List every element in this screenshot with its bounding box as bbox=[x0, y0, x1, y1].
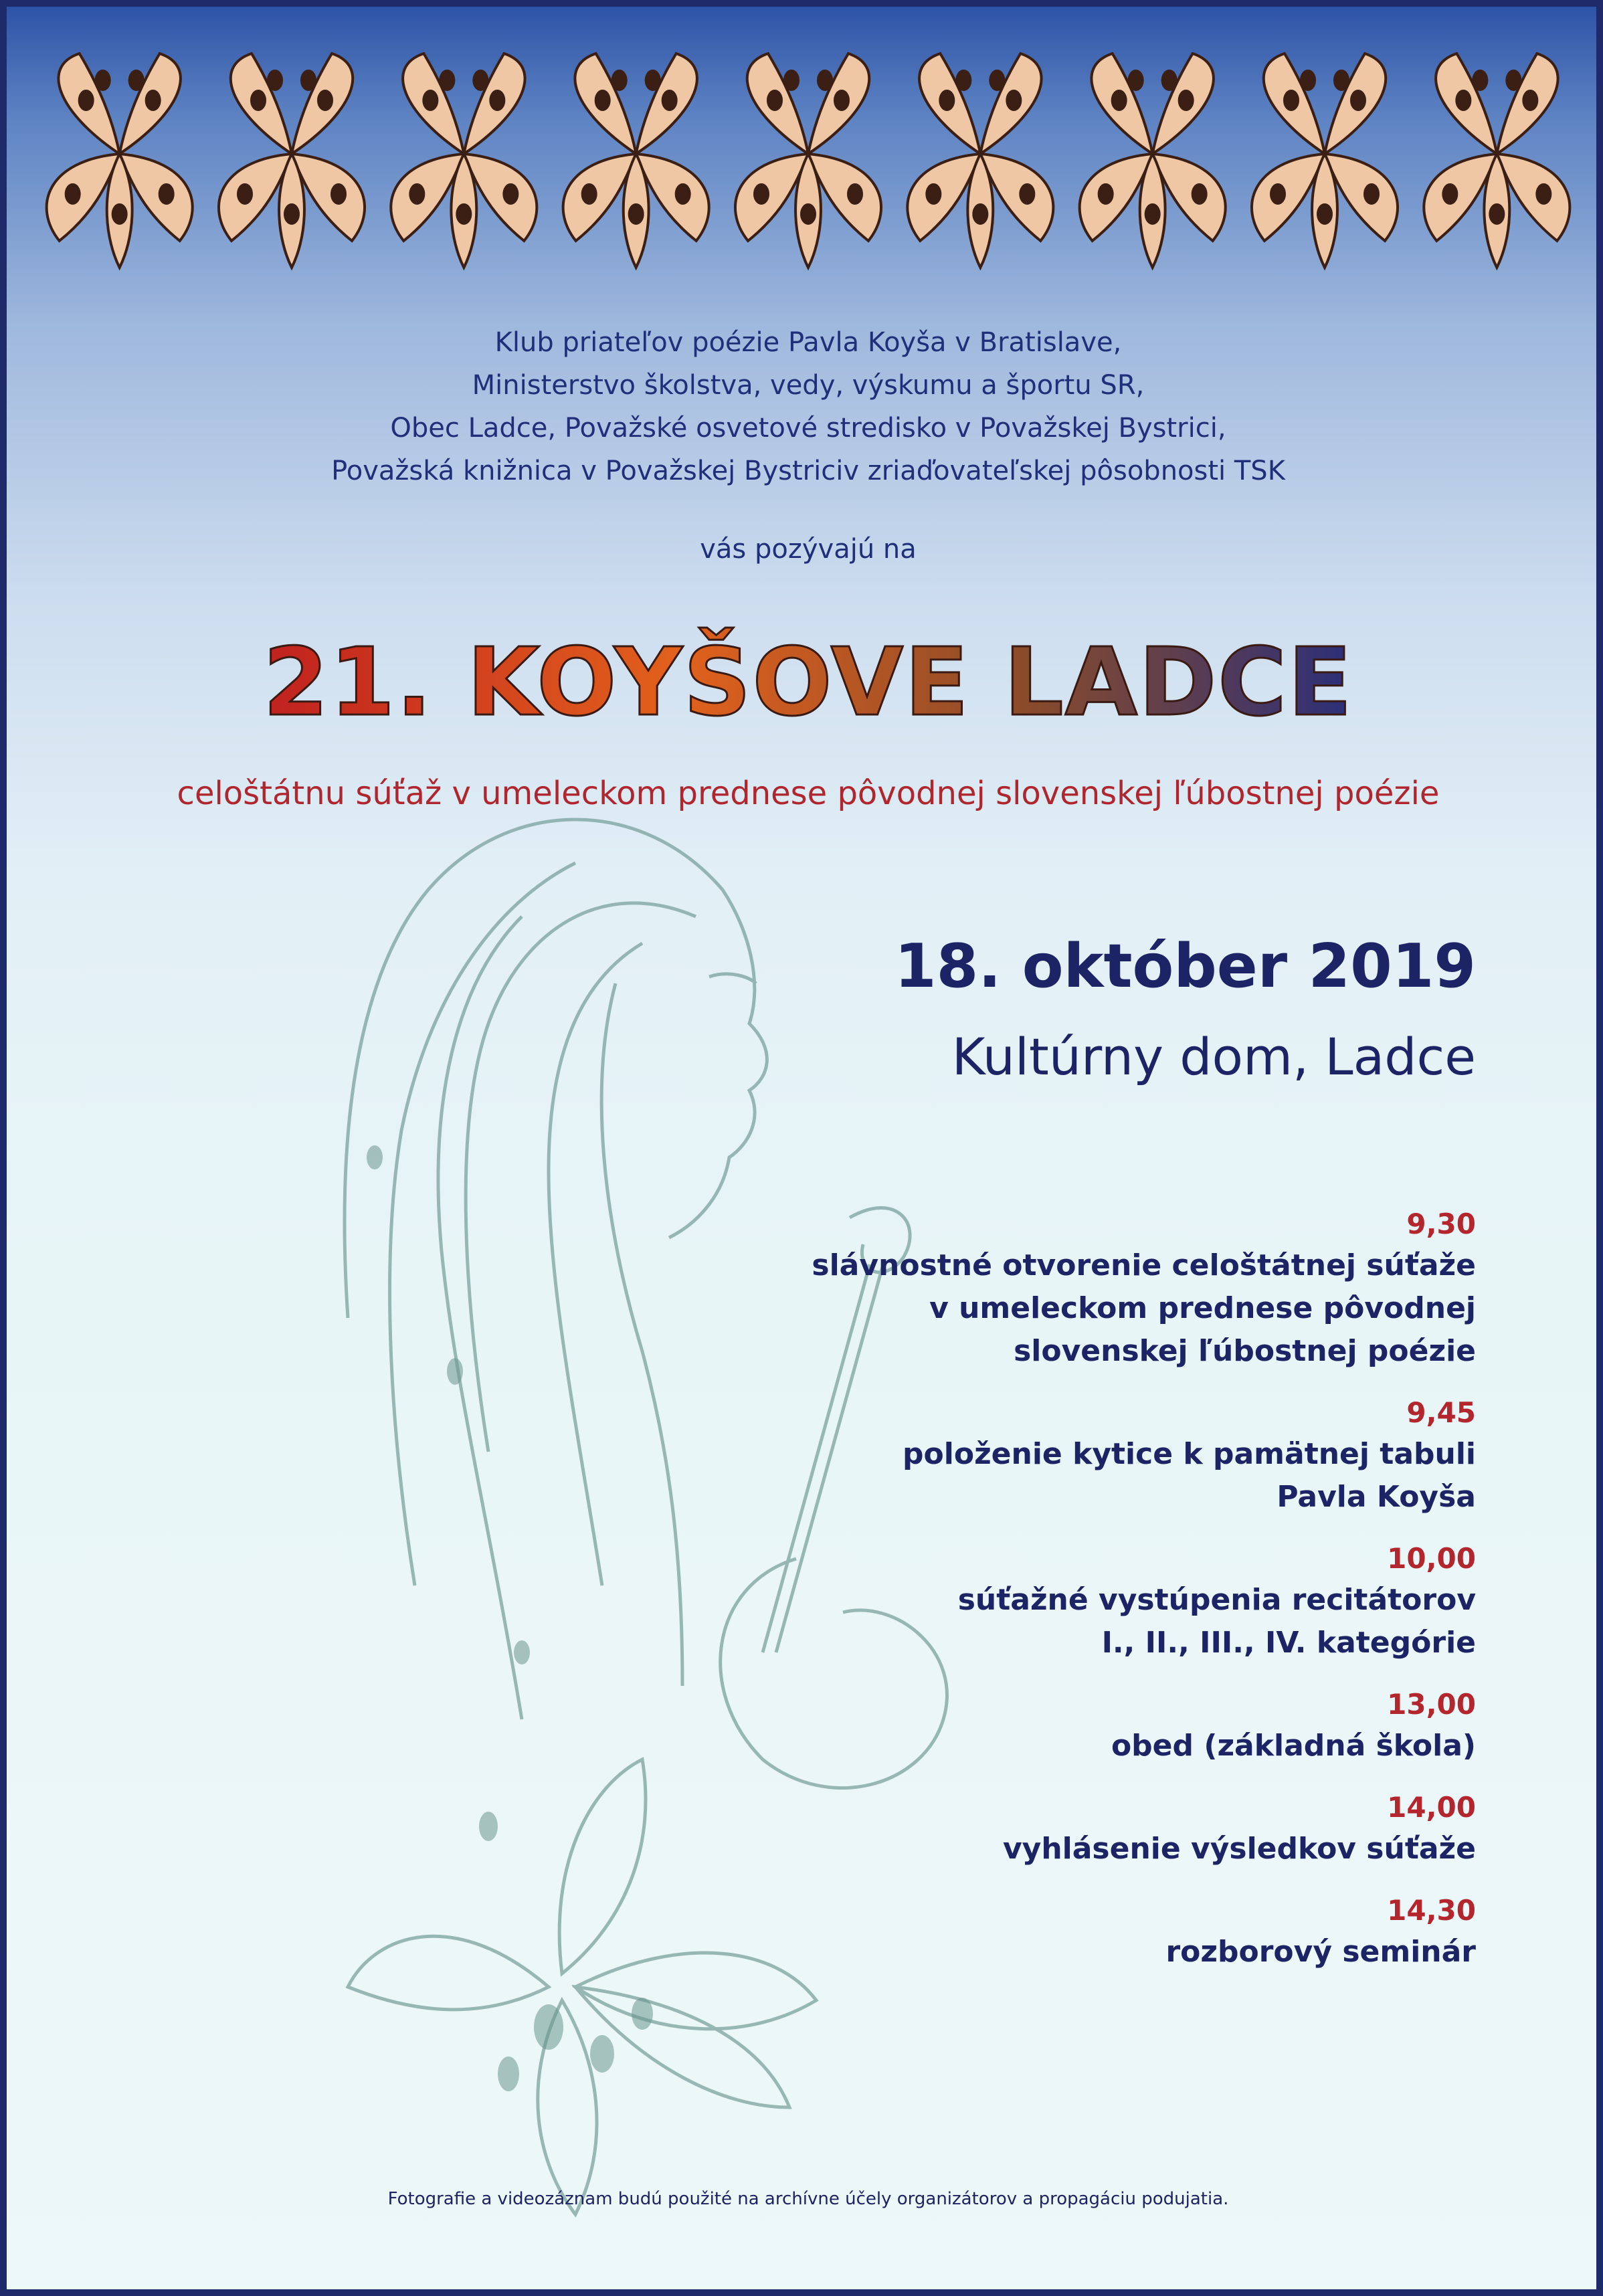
ornament-motif bbox=[563, 54, 709, 268]
organizer-line: Klub priateľov poézie Pavla Koyša v Bratislave, bbox=[494, 327, 1122, 358]
schedule-description-line: slávnostné otvorenie celoštátnej súťaže bbox=[812, 1248, 1476, 1282]
footer-note: Fotografie a videozáznam budú použité na archívne účely organizátorov a propagáciu podujatia. bbox=[387, 2189, 1229, 2209]
event-title-graphic bbox=[139, 622, 1477, 736]
floral-ornament-band bbox=[33, 40, 1583, 281]
schedule-description-line: položenie kytice k pamätnej tabuli bbox=[903, 1437, 1476, 1471]
schedule-item bbox=[673, 1539, 1476, 1664]
ornament-motif bbox=[47, 54, 193, 268]
schedule-time: 9,30 bbox=[1406, 1208, 1476, 1240]
ornament-motif bbox=[391, 54, 537, 268]
schedule-item bbox=[673, 1204, 1476, 1373]
ornament-motif bbox=[1080, 54, 1226, 268]
organizers-list bbox=[7, 321, 1603, 492]
schedule-description-line: vyhlásenie výsledkov súťaže bbox=[1002, 1832, 1476, 1866]
schedule-item bbox=[673, 1685, 1476, 1767]
schedule-time: 9,45 bbox=[1406, 1396, 1476, 1429]
event-title: 21. KOYŠOVE LADCE bbox=[263, 628, 1353, 736]
ornament-motif bbox=[219, 54, 365, 268]
event-title-wrapper bbox=[7, 622, 1603, 736]
schedule-description-line: obed (základná škola) bbox=[1111, 1729, 1476, 1763]
schedule-description-line: rozborový seminár bbox=[1165, 1935, 1476, 1969]
event-venue: Kultúrny dom, Ladce bbox=[951, 1027, 1476, 1086]
schedule-time: 10,00 bbox=[1387, 1542, 1476, 1575]
organizer-line: Považská knižnica v Považskej Bystriciv zriaďovateľskej pôsobnosti TSK bbox=[331, 456, 1285, 486]
ornament-motif bbox=[1424, 54, 1570, 268]
event-subtitle: celoštátnu súťaž v umeleckom prednese pôvodnej slovenskej ľúbostnej poézie bbox=[177, 775, 1440, 812]
invite-text: vás pozývajú na bbox=[700, 534, 917, 565]
schedule-time: 14,00 bbox=[1387, 1791, 1476, 1824]
schedule-item bbox=[673, 1393, 1476, 1519]
schedule-description-line: v umeleckom prednese pôvodnej bbox=[929, 1291, 1476, 1325]
event-date: 18. október 2019 bbox=[894, 931, 1476, 1001]
ornament-motif bbox=[1252, 54, 1398, 268]
schedule-time: 14,30 bbox=[1387, 1894, 1476, 1927]
schedule-description-line: I., II., III., IV. kategórie bbox=[1101, 1626, 1476, 1660]
schedule-item bbox=[673, 1788, 1476, 1871]
schedule-item bbox=[673, 1891, 1476, 1974]
schedule-list bbox=[673, 1204, 1476, 1994]
schedule-time: 13,00 bbox=[1387, 1688, 1476, 1721]
organizer-line: Obec Ladce, Považské osvetové stredisko v Považskej Bystrici, bbox=[390, 413, 1226, 444]
ornament-motif bbox=[907, 54, 1053, 268]
schedule-description-line: Pavla Koyša bbox=[1277, 1480, 1476, 1514]
schedule-description-line: slovenskej ľúbostnej poézie bbox=[1014, 1334, 1476, 1368]
ornament-motif bbox=[735, 54, 881, 268]
schedule-description-line: súťažné vystúpenia recitátorov bbox=[957, 1583, 1476, 1617]
organizer-line: Ministerstvo školstva, vedy, výskumu a športu SR, bbox=[472, 370, 1145, 401]
